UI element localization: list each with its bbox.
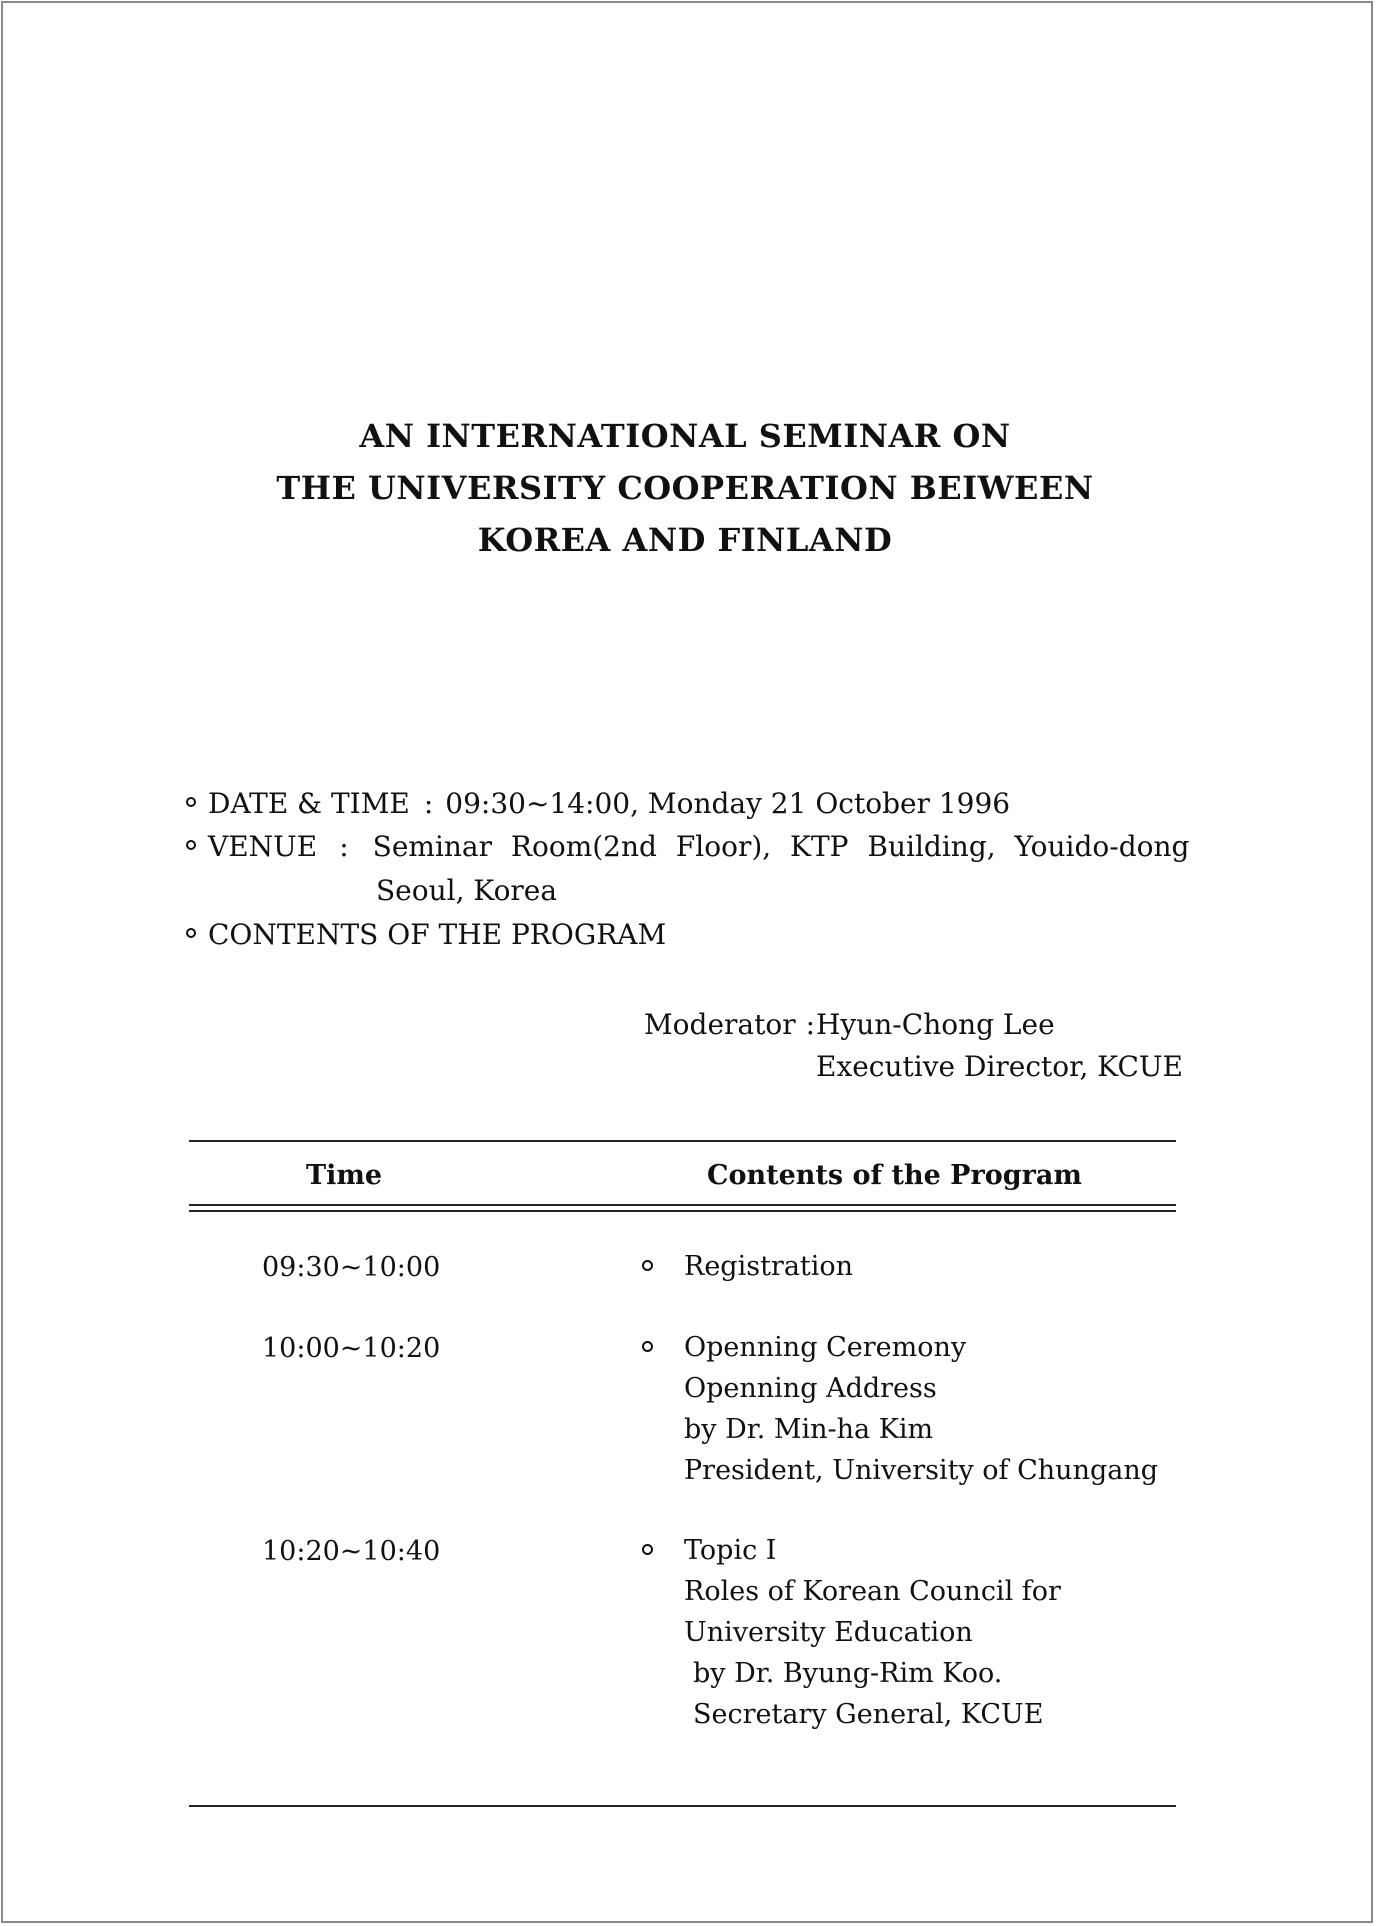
header-contents: Contents of the Program (707, 1160, 1082, 1191)
table-header-rule-2 (189, 1210, 1176, 1212)
row-content-line: Openning Ceremony (684, 1332, 967, 1363)
document-title (180, 410, 1190, 566)
venue-value-line-1: Seminar Room(2nd Floor), KTP Building, Youido-dong (372, 830, 1190, 863)
title-line-3: KOREA AND FINLAND (477, 521, 893, 559)
row-content-line: by Dr. Min-ha Kim (684, 1414, 934, 1445)
info-date-time (186, 787, 1010, 821)
bullet-icon (186, 797, 196, 807)
moderator-position: Executive Director, KCUE (816, 1050, 1183, 1083)
row-content-line: by Dr. Byung-Rim Koo. (693, 1658, 1003, 1689)
bullet-icon (186, 840, 196, 850)
row-content-line: Secretary General, KCUE (693, 1699, 1044, 1730)
venue-value-line-2: Seoul, Korea (376, 874, 558, 907)
row-time: 09:30~10:00 (262, 1252, 441, 1283)
row-time: 10:20~10:40 (262, 1536, 441, 1567)
contents-label: CONTENTS OF THE PROGRAM (208, 918, 667, 951)
table-top-rule (189, 1140, 1176, 1142)
venue-separator: : (339, 830, 349, 863)
row-content-line: Registration (684, 1251, 854, 1282)
date-separator: : (423, 787, 434, 820)
moderator-label: Moderator (644, 1008, 796, 1041)
row-content-line: Roles of Korean Council for (684, 1576, 1061, 1607)
table-bottom-rule (189, 1805, 1176, 1807)
row-content-line: Topic I (684, 1535, 777, 1566)
row-content-line: Openning Address (684, 1373, 937, 1404)
date-value: 09:30~14:00, Monday 21 October 1996 (445, 787, 1011, 820)
bullet-icon (642, 1260, 653, 1271)
row-contents (684, 1246, 853, 1287)
moderator-separator: : (805, 1008, 816, 1041)
header-time: Time (306, 1160, 383, 1191)
row-contents (684, 1530, 1061, 1735)
table-header-rule-1 (189, 1204, 1176, 1206)
bullet-icon (642, 1544, 653, 1555)
row-time: 10:00~10:20 (262, 1333, 441, 1364)
moderator-name: Hyun-Chong Lee (816, 1008, 1055, 1041)
moderator-block (644, 1004, 1183, 1088)
title-line-1: AN INTERNATIONAL SEMINAR ON (359, 417, 1011, 455)
info-venue (186, 830, 1189, 864)
row-content-line: President, University of Chungang (684, 1455, 1159, 1486)
date-label: DATE & TIME (208, 787, 410, 820)
row-content-line: University Education (684, 1617, 973, 1648)
bullet-icon (186, 928, 196, 938)
venue-label: VENUE (208, 830, 318, 863)
info-contents (186, 918, 666, 952)
row-contents (684, 1327, 1158, 1491)
title-line-2: THE UNIVERSITY COOPERATION BEIWEEN (276, 469, 1094, 507)
bullet-icon (642, 1341, 653, 1352)
